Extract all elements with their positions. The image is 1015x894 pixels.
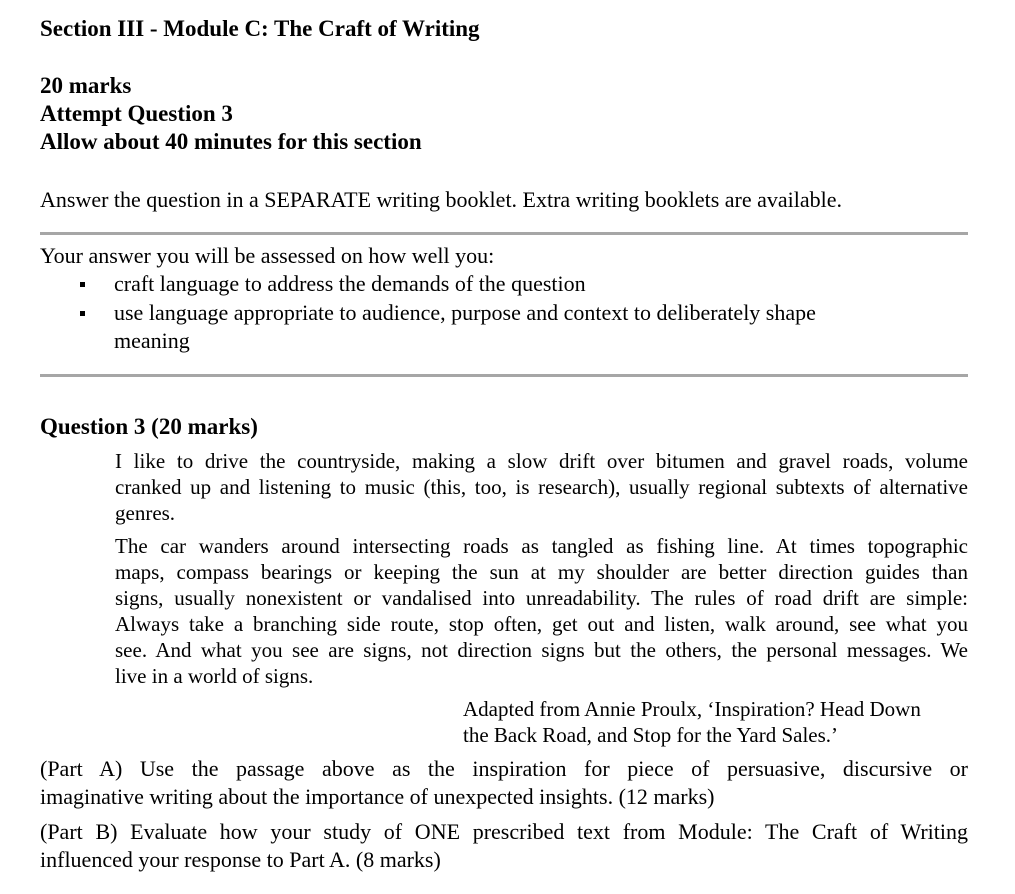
part-b-line: influenced your response to Part A. (8 marks) bbox=[40, 847, 441, 872]
passage-line: The car wanders around intersecting roads as tangled as fishing line. At times topographic bbox=[115, 534, 968, 558]
part-a-line: (Part A) Use the passage above as the inspiration for piece of persuasive, discursive or bbox=[40, 756, 968, 781]
passage-line: see. And what you see are signs, not direction signs but the others, the personal messages. We bbox=[115, 638, 968, 662]
section-title: Section III - Module C: The Craft of Writing bbox=[40, 16, 480, 41]
assessment-intro: Your answer you will be assessed on how well you: bbox=[40, 243, 495, 268]
divider bbox=[40, 232, 968, 235]
attempt-label: Attempt Question 3 bbox=[40, 101, 233, 126]
criterion-item-continuation: meaning bbox=[114, 328, 190, 353]
criterion-item: use language appropriate to audience, purpose and context to deliberately shape bbox=[114, 300, 816, 325]
part-b-line: (Part B) Evaluate how your study of ONE prescribed text from Module: The Craft of Writing bbox=[40, 819, 968, 844]
time-allowance: Allow about 40 minutes for this section bbox=[40, 129, 422, 154]
passage-line: Always take a branching side route, stop often, get out and listen, walk around, see what you bbox=[115, 612, 968, 636]
passage-line: maps, compass bearings or keeping the sun at my shoulder are better direction guides than bbox=[115, 560, 968, 584]
passage-line: signs, usually nonexistent or vandalised into unreadability. The rules of road drift are simple: bbox=[115, 586, 968, 610]
divider bbox=[40, 374, 968, 377]
bullet-icon bbox=[80, 311, 85, 316]
criterion-item: craft language to address the demands of the question bbox=[114, 271, 586, 296]
part-a-line: imaginative writing about the importance of unexpected insights. (12 marks) bbox=[40, 784, 715, 809]
passage-line: cranked up and listening to music (this, too, is research), usually regional subtexts of alternative bbox=[115, 475, 968, 499]
citation-line: the Back Road, and Stop for the Yard Sales.’ bbox=[463, 723, 839, 747]
marks-label: 20 marks bbox=[40, 73, 132, 98]
citation-line: Adapted from Annie Proulx, ‘Inspiration? Head Down bbox=[463, 697, 921, 721]
passage-line: genres. bbox=[115, 501, 176, 525]
passage-line: I like to drive the countryside, making a slow drift over bitumen and gravel roads, volume bbox=[115, 449, 968, 473]
bullet-icon bbox=[80, 282, 85, 287]
question-heading: Question 3 (20 marks) bbox=[40, 414, 258, 439]
passage-line: live in a world of signs. bbox=[115, 664, 314, 688]
instruction-text: Answer the question in a SEPARATE writing booklet. Extra writing booklets are available. bbox=[40, 187, 843, 212]
